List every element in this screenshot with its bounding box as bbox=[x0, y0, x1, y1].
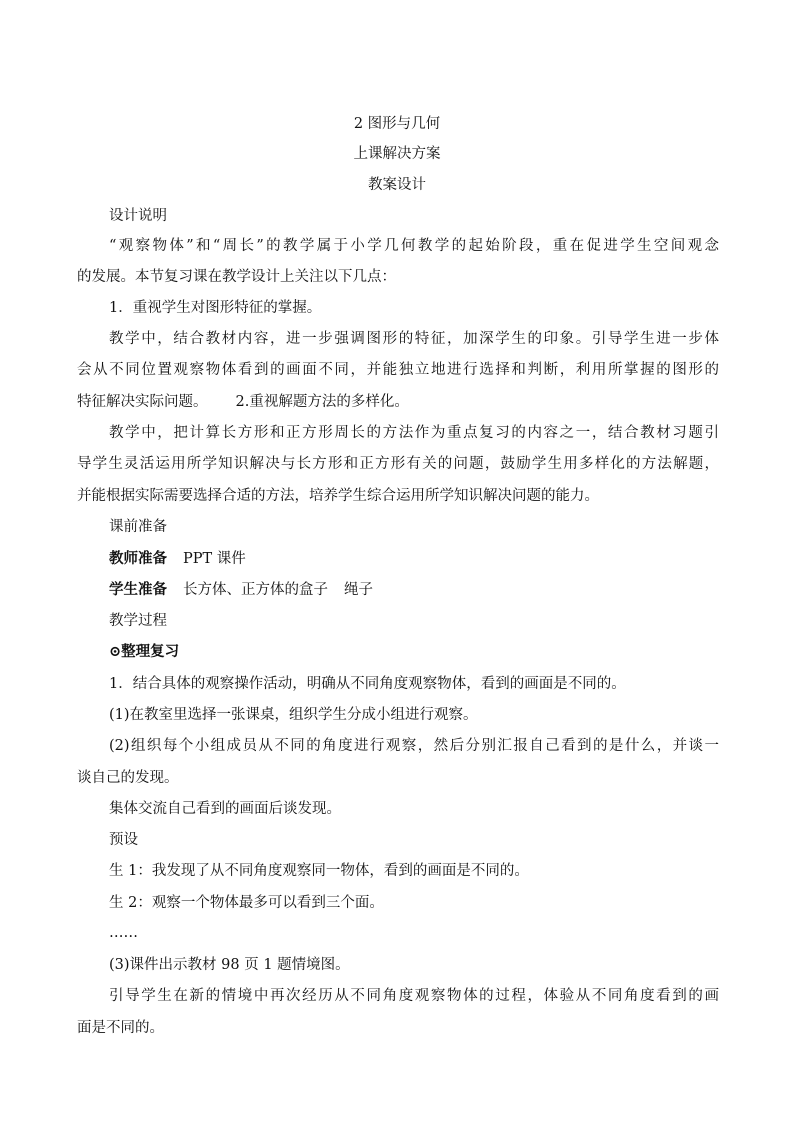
paragraph-line: 的发展。本节复习课在教学设计上关注以下几点： bbox=[77, 269, 396, 285]
document-subtitle: 上课解决方案 bbox=[353, 146, 441, 162]
paragraph-line: 并能根据实际需要选择合适的方法，培养学生综合运用所学知识解决问题的能力。 bbox=[77, 488, 599, 504]
student-preparation-value-2: 绳子 bbox=[344, 582, 373, 598]
design-point-2: 2.重视解题方法的多样化。 bbox=[235, 394, 409, 410]
document-title: 2 图形与几何 bbox=[353, 116, 441, 132]
paragraph-line: 导学生灵活运用所学知识解决与长方形和正方形有关的问题，鼓励学生用多样化的方法解题， bbox=[77, 456, 719, 472]
student-preparation-label: 学生准备 bbox=[109, 581, 167, 598]
paragraph-line: 教学中，把计算长方形和正方形周长的方法作为重点复习的内容之一，结合教材习题引 bbox=[109, 425, 719, 441]
process-substep-2: (2)组织每个小组成员从不同的角度进行观察，然后分别汇报自己看到的是什么，并谈一 bbox=[109, 738, 719, 754]
paragraph-line: “观察物体”和“周长”的教学属于小学几何教学的起始阶段，重在促进学生空间观念 bbox=[109, 238, 719, 254]
preparation-heading: 课前准备 bbox=[109, 519, 167, 535]
process-heading: 教学过程 bbox=[109, 613, 167, 629]
paragraph-text: 特征解决实际问题。 bbox=[77, 394, 208, 410]
teacher-preparation-value: PPT 课件 bbox=[183, 551, 246, 567]
design-point-1: 1．重视学生对图形特征的掌握。 bbox=[109, 300, 322, 316]
preset-heading: 预设 bbox=[109, 832, 138, 848]
process-substep-1: (1)在教室里选择一张课桌，组织学生分成小组进行观察。 bbox=[109, 707, 478, 723]
paragraph-line: 会从不同位置观察物体看到的画面不同，并能独立地进行选择和判断，利用所掌握的图形的 bbox=[77, 362, 719, 378]
process-substep-3: (3)课件出示教材 98 页 1 题情境图。 bbox=[109, 957, 350, 973]
student-answer-1: 生 1：我发现了从不同角度观察同一物体，看到的画面是不同的。 bbox=[109, 863, 529, 879]
paragraph-line: 引导学生在新的情境中再次经历从不同角度观察物体的过程，体验从不同角度看到的画 bbox=[109, 988, 719, 1004]
teacher-preparation-label: 教师准备 bbox=[109, 550, 167, 567]
paragraph-line bbox=[77, 392, 409, 412]
student-preparation-value: 长方体、正方体的盒子 bbox=[183, 582, 328, 598]
design-note-heading: 设计说明 bbox=[109, 208, 167, 224]
student-preparation bbox=[109, 580, 373, 600]
exchange-text: 集体交流自己看到的画面后谈发现。 bbox=[109, 801, 341, 817]
paragraph-line: 教学中，结合教材内容，进一步强调图形的特征，加深学生的印象。引导学生进一步体 bbox=[109, 331, 719, 347]
ellipsis: …… bbox=[109, 925, 138, 941]
paragraph-line: 谈自己的发现。 bbox=[77, 770, 179, 786]
review-title: ⊙整理复习 bbox=[109, 643, 180, 660]
process-step-1: 1．结合具体的观察操作活动，明确从不同角度观察物体，看到的画面是不同的。 bbox=[109, 676, 626, 692]
section-title: 教案设计 bbox=[368, 177, 426, 193]
paragraph-line: 面是不同的。 bbox=[77, 1020, 164, 1036]
teacher-preparation bbox=[109, 549, 246, 569]
student-answer-2: 生 2：观察一个物体最多可以看到三个面。 bbox=[109, 895, 384, 911]
